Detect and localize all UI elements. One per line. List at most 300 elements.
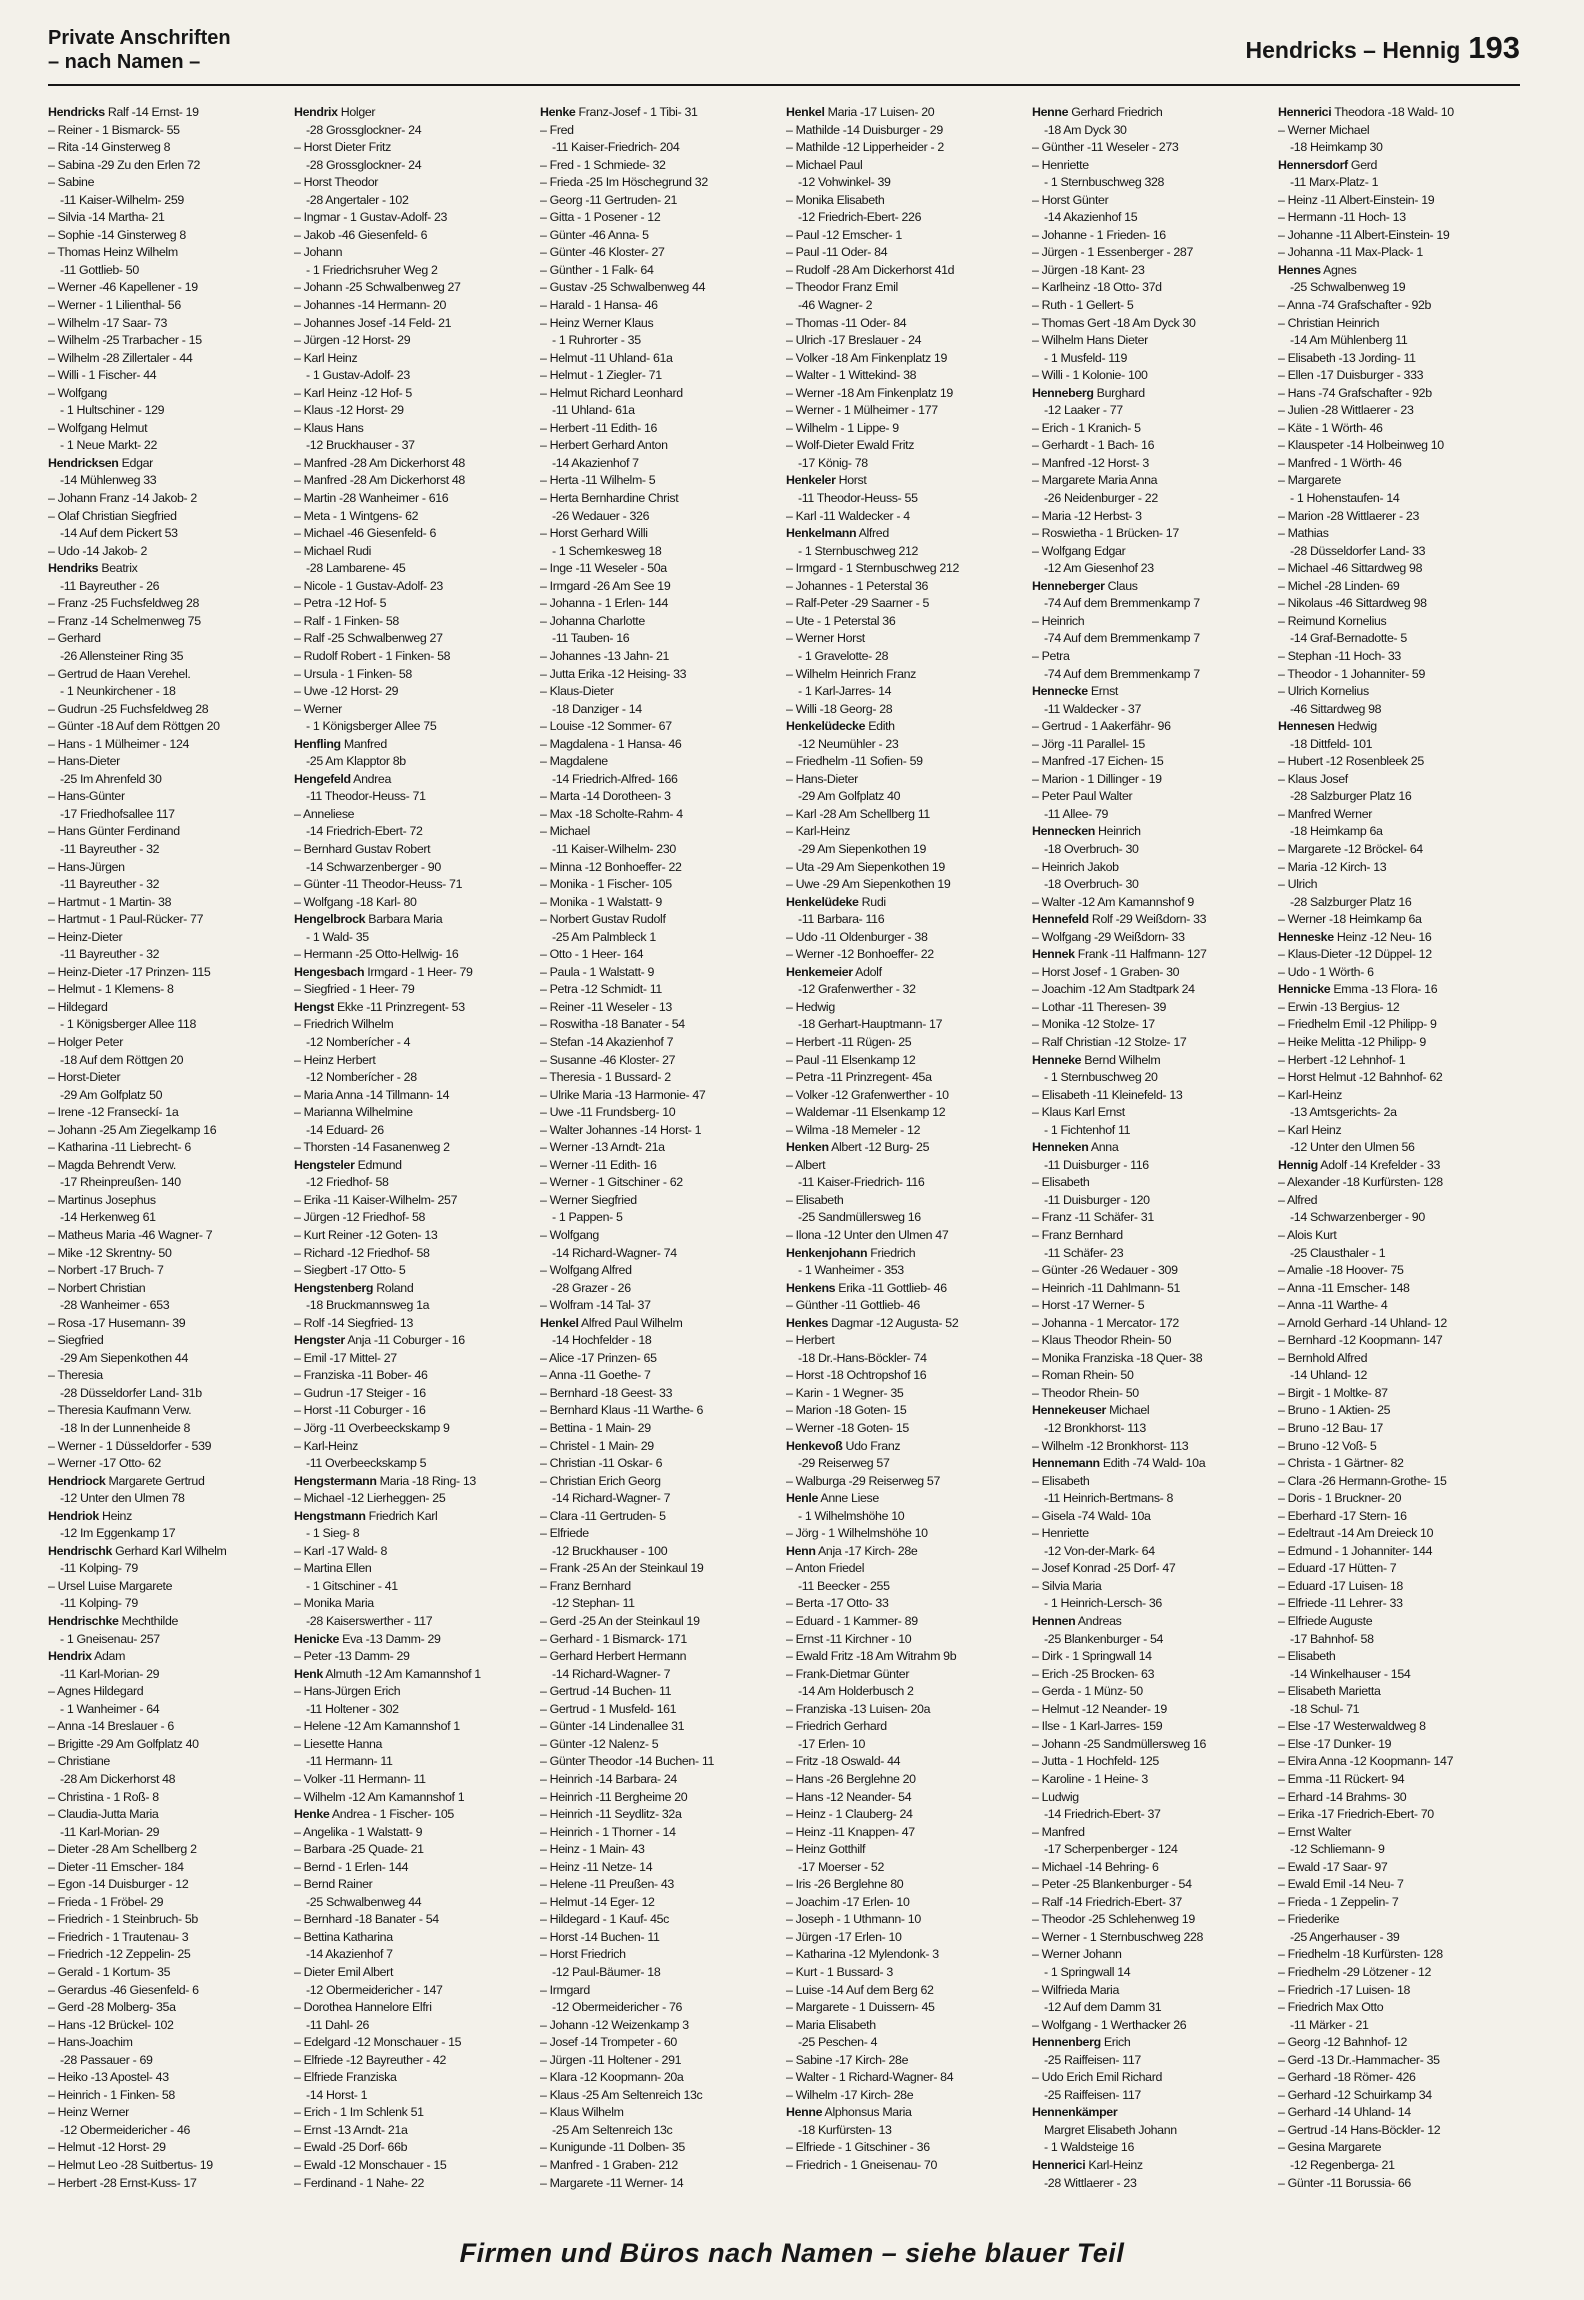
directory-entry: – Inge -11 Weseler - 50a [540, 561, 667, 576]
directory-entry: – Ute - 1 Peterstal 36 [786, 613, 896, 628]
directory-entry: – Johann [294, 245, 343, 260]
directory-entry: – Monika Elisabeth [786, 192, 885, 207]
directory-entry: – Ewald Emil -14 Neu- 7 [1278, 1877, 1404, 1892]
directory-entry: Hengstermann Maria -18 Ring- 13 [294, 1473, 476, 1488]
directory-entry: - 1 Fichtenhof 11 [1044, 1122, 1131, 1137]
directory-entry: Henkel Maria -17 Luisen- 20 [786, 105, 935, 119]
footer-note: Firmen und Büros nach Namen – siehe blauer Teil [459, 2238, 1125, 2268]
directory-entry: – Gertrud -14 Buchen- 11 [540, 1684, 672, 1699]
page-number: 193 [1468, 30, 1520, 65]
directory-entry: -11 Overbeeckskamp 5 [306, 1456, 427, 1471]
directory-entry: – Elfriede Franziska [294, 2070, 397, 2085]
directory-entry: – Herbert -11 Edith- 16 [540, 420, 658, 435]
directory-entry: – Karl Heinz [294, 350, 358, 365]
directory-entry: – Karoline - 1 Heine- 3 [1032, 1771, 1148, 1786]
directory-entry: -14 Akazienhof 7 [306, 1947, 393, 1962]
directory-entry: - 1 Springwall 14 [1044, 1964, 1131, 1979]
directory-entry: Hengstmann Friedrich Karl [294, 1508, 438, 1523]
directory-entry: – Karl Heinz -12 Hof- 5 [294, 385, 412, 400]
directory-entry: – Reimund Kornelius [1278, 613, 1387, 628]
directory-entry: – Klaus Wilhelm [540, 2105, 624, 2120]
directory-entry: – Michael -12 Lierheggen- 25 [294, 1491, 446, 1506]
directory-entry: – Georg -11 Gertruden- 21 [540, 192, 678, 207]
directory-entry: – Werner -18 Heimkamp 6a [1278, 912, 1422, 927]
directory-entry: -12 Vohwinkel- 39 [798, 175, 891, 190]
directory-entry: -17 Bahnhof- 58 [1290, 1631, 1374, 1646]
directory-entry: - 1 Sieg- 8 [306, 1526, 360, 1541]
directory-entry: -14 Herkenweg 61 [60, 1210, 156, 1225]
directory-entry: – Werner - 1 Mülheimer - 177 [786, 403, 938, 418]
directory-entry: Hendricks Ralf -14 Ernst- 19 [48, 105, 199, 119]
directory-entry: -11 Barbara- 116 [798, 912, 885, 927]
directory-entry: Hengsteler Edmund [294, 1157, 402, 1172]
directory-entry: Hendrischke Mechthilde [48, 1614, 179, 1629]
page-range [1246, 30, 1520, 66]
directory-entry: – Friedrich Max Otto [1278, 2000, 1384, 2015]
directory-entry: – Katharina -12 Mylendonk- 3 [786, 1947, 939, 1962]
directory-entry: – Manfred - 1 Graben- 212 [540, 2157, 678, 2172]
directory-entry: – Richard -12 Friedhof- 58 [294, 1245, 430, 1260]
directory-entry: – Mathilde -12 Lipperheider - 2 [786, 140, 944, 155]
directory-entry: – Günter -18 Auf dem Röttgen 20 [48, 719, 220, 734]
directory-entry: – Ernst Walter [1278, 1824, 1352, 1839]
directory-entry: -18 In der Lunnenheide 8 [60, 1421, 191, 1436]
directory-entry: – Elisabeth [1032, 1473, 1090, 1488]
directory-entry: -14 Hochfelder - 18 [552, 1333, 652, 1348]
directory-entry: -11 Holtener - 302 [306, 1701, 399, 1716]
directory-entry: – Friedrich Gerhard [786, 1719, 887, 1734]
directory-entry: – Dirk - 1 Springwall 14 [1032, 1649, 1152, 1664]
directory-entry: Hennen Andreas [1032, 1614, 1122, 1629]
directory-entry: – Lothar -11 Theresen- 39 [1032, 999, 1167, 1014]
directory-entry: -25 Peschen- 4 [798, 2035, 878, 2050]
directory-entry: – Rolf -14 Siegfried- 13 [294, 1315, 414, 1330]
directory-entry: – Wilhelm -17 Kirch- 28e [786, 2087, 914, 2102]
directory-entry: – Marion -18 Goten- 15 [786, 1403, 907, 1418]
directory-entry: – Wolfgang Helmut [48, 420, 148, 435]
directory-entry: – Karl -28 Am Schellberg 11 [786, 806, 930, 821]
directory-entry: – Heinz -11 Netze- 14 [540, 1859, 653, 1874]
directory-entry: – Bruno -12 Voß- 5 [1278, 1438, 1377, 1453]
directory-entry: – Marianna Wilhelmine [294, 1105, 413, 1120]
directory-entry: – Wolfgang Alfred [540, 1263, 632, 1278]
directory-entry: – Peter Paul Walter [1032, 789, 1133, 804]
directory-entry: -12 Unter den Ulmen 78 [60, 1491, 185, 1506]
directory-entry: – Hermann -25 Otto-Hellwig- 16 [294, 947, 459, 962]
directory-entry: – Günter -12 Nalenz- 5 [540, 1736, 659, 1751]
directory-entry: -18 Danziger - 14 [552, 701, 642, 716]
directory-entry: -18 Schul- 71 [1290, 1701, 1360, 1716]
directory-entry: – Johanna -11 Max-Plack- 1 [1278, 245, 1423, 260]
directory-entry: – Elisabeth [1278, 1649, 1336, 1664]
directory-entry: – Heinrich - 1 Finken- 58 [48, 2087, 175, 2102]
directory-entry: Henkemeier Adolf [786, 964, 882, 979]
directory-entry: – Joachim -12 Am Stadtpark 24 [1032, 982, 1195, 997]
directory-entry: – Anneliese [294, 806, 355, 821]
directory-entry: -17 Scherpenberger - 124 [1044, 1842, 1178, 1857]
directory-entry: Henkel Alfred Paul Wilhelm [540, 1315, 683, 1330]
directory-entry: – Paul -12 Emscher- 1 [786, 227, 902, 242]
directory-entry: Henkelüdecke Edith [786, 719, 895, 734]
directory-entry: – Theodor -25 Schlehenweg 19 [1032, 1912, 1195, 1927]
directory-entry: – Gerhard -14 Uhland- 14 [1278, 2105, 1411, 2120]
directory-entry: -12 Laaker - 77 [1044, 403, 1123, 418]
directory-entry: Margret Elisabeth Johann [1044, 2122, 1177, 2137]
directory-entry: – Stefan -14 Akazienhof 7 [540, 1034, 674, 1049]
directory-entry: – Katharina -11 Liebrecht- 6 [48, 1140, 191, 1155]
section-title [48, 26, 231, 74]
name-range: Hendricks – Hennig [1245, 37, 1461, 63]
directory-entry: – Werner -46 Kapellener - 19 [48, 280, 198, 295]
directory-entry: – Klaus -25 Am Seltenreich 13c [540, 2087, 703, 2102]
directory-entry: – Udo - 1 Wörth- 6 [1278, 964, 1374, 979]
directory-entry: -14 Schwarzenberger - 90 [1290, 1210, 1425, 1225]
directory-entry: -13 Amtsgerichts- 2a [1290, 1105, 1397, 1120]
directory-entry: - 1 Wanheimer - 64 [60, 1701, 160, 1716]
directory-entry: – Friedrich -12 Zeppelin- 25 [48, 1947, 191, 1962]
directory-entry: -29 Reiserweg 57 [798, 1456, 890, 1471]
directory-entry: – Ulrich -17 Breslauer - 24 [786, 333, 922, 348]
directory-entry: -17 Moerser - 52 [798, 1859, 884, 1874]
directory-entry: – Wilhelm - 1 Lippe- 9 [786, 420, 899, 435]
directory-entry: – Martin -28 Wanheimer - 616 [294, 491, 449, 506]
directory-entry: - 1 Gitschiner - 41 [306, 1578, 398, 1593]
directory-entry: -11 Heinrich-Bertmans- 8 [1044, 1491, 1174, 1506]
directory-entry: – Arnold Gerhard -14 Uhland- 12 [1278, 1315, 1447, 1330]
directory-entry: Henke Franz-Josef - 1 Tibi- 31 [540, 105, 698, 119]
directory-entry: – Klaus-Dieter [540, 684, 614, 699]
directory-entry: – Elfriede [540, 1526, 589, 1541]
directory-entry: – Petra -11 Prinzregent- 45a [786, 1070, 932, 1085]
directory-entry: -12 Am Giesenhof 23 [1044, 561, 1154, 576]
directory-entry: Hennesen Hedwig [1278, 719, 1377, 734]
directory-entry: – Erika -17 Friedrich-Ebert- 70 [1278, 1807, 1434, 1822]
directory-entry: -14 Friedrich-Ebert- 72 [306, 824, 423, 839]
directory-entry: – Hildegard [48, 999, 108, 1014]
directory-entry: -12 Unter den Ulmen 56 [1290, 1140, 1415, 1155]
directory-entry: – Elisabeth Marietta [1278, 1684, 1381, 1699]
directory-column-1 [48, 104, 284, 2229]
directory-entry: – Rosa -17 Husemann- 39 [48, 1315, 186, 1330]
directory-entry: – Gisela -74 Wald- 10a [1032, 1508, 1151, 1523]
directory-entry: – Amalie -18 Hoover- 75 [1278, 1263, 1404, 1278]
directory-entry: – Walter -12 Am Kamannshof 9 [1032, 894, 1194, 909]
directory-entry: – Paul -11 Elsenkamp 12 [786, 1052, 916, 1067]
directory-entry: – Monika -12 Stolze- 17 [1032, 1017, 1155, 1032]
directory-entry: – Helmut - 1 Klemens- 8 [48, 982, 174, 997]
directory-entry: – Heinz -11 Albert-Einstein- 19 [1278, 192, 1435, 207]
directory-entry: – Ulrike Maria -13 Harmonie- 47 [540, 1087, 706, 1102]
directory-entry: – Gerhard -12 Schuirkamp 34 [1278, 2087, 1432, 2102]
directory-entry: – Ellen -17 Duisburger - 333 [1278, 368, 1424, 383]
directory-entry: – Helmut -14 Eger- 12 [540, 1894, 655, 1909]
directory-entry: - 1 Friedrichsruher Weg 2 [306, 262, 438, 277]
directory-entry: – Jörg -11 Parallel- 15 [1032, 736, 1145, 751]
directory-entry: – Ralf-Peter -29 Saarner - 5 [786, 596, 930, 611]
directory-entry: -25 Am Klapptor 8b [306, 754, 406, 769]
directory-entry: -74 Auf dem Bremmenkamp 7 [1044, 666, 1200, 681]
directory-entry: – Gerald - 1 Kortum- 35 [48, 1964, 171, 1979]
page-header [48, 26, 1520, 82]
directory-entry: – Gerd -13 Dr.-Hammacher- 35 [1278, 2052, 1440, 2067]
directory-entry: -28 Düsseldorfer Land- 33 [1290, 543, 1426, 558]
directory-entry: -25 Am Palmbleck 1 [552, 929, 656, 944]
directory-entry: – Kurt Reiner -12 Goten- 13 [294, 1228, 438, 1242]
directory-entry: -11 Beecker - 255 [798, 1578, 890, 1593]
directory-entry: -12 Friedhof- 58 [306, 1175, 389, 1190]
directory-entry: – Elisabeth [1032, 1175, 1090, 1190]
directory-entry: Hengelbrock Barbara Maria [294, 912, 443, 927]
directory-entry: – Gerhard [48, 631, 101, 646]
directory-entry: – Jürgen -12 Friedhof- 58 [294, 1210, 426, 1225]
directory-entry: -11 Bayreuther - 32 [60, 877, 160, 892]
directory-entry: – Heinz Herbert [294, 1052, 376, 1067]
directory-entry: - 1 Gustav-Adolf- 23 [306, 368, 410, 383]
directory-entry: – Joseph - 1 Uthmann- 10 [786, 1912, 921, 1927]
directory-entry: – Hans Günter Ferdinand [48, 824, 180, 839]
directory-entry: – Gerhard Herbert Hermann [540, 1649, 687, 1664]
directory-entry: – Michael [540, 824, 590, 839]
directory-entry: – Thorsten -14 Fasanenweg 2 [294, 1140, 450, 1155]
directory-entry: – Julien -28 Wittlaerer - 23 [1278, 403, 1414, 418]
directory-entry: – Johanna Charlotte [540, 613, 645, 628]
directory-entry: – Johann -25 Sandmüllersweg 16 [1032, 1736, 1207, 1751]
directory-entry: Hennek Frank -11 Halfmann- 127 [1032, 947, 1207, 962]
directory-entry: Hengesbach Irmgard - 1 Heer- 79 [294, 964, 473, 979]
directory-entry: -25 Im Ahrenfeld 30 [60, 771, 162, 786]
directory-entry: – Franz Bernhard [1032, 1228, 1123, 1242]
directory-entry: – Elfriede Auguste [1278, 1614, 1373, 1629]
directory-entry: – Paula - 1 Walstatt- 9 [540, 964, 655, 979]
directory-entry: – Horst Helmut -12 Bahnhof- 62 [1278, 1070, 1443, 1085]
directory-entry: – Henriette [1032, 1526, 1089, 1541]
directory-entry: – Bruno -12 Bau- 17 [1278, 1421, 1383, 1436]
directory-entry: – Manfred -28 Am Dickerhorst 48 [294, 473, 465, 488]
directory-entry: -12 Obermeidericher - 46 [60, 2122, 191, 2137]
directory-entry: – Horst -14 Buchen- 11 [540, 1929, 660, 1944]
directory-entry: – Johannes -14 Hermann- 20 [294, 298, 447, 313]
directory-entry: – Werner -18 Goten- 15 [786, 1421, 909, 1436]
directory-entry: – Karl Heinz [1278, 1122, 1342, 1137]
directory-entry: – Horst Günter [1032, 192, 1109, 207]
directory-entry: – Ilona -12 Unter den Ulmen 47 [786, 1228, 949, 1242]
directory-entry: – Horst Josef - 1 Graben- 30 [1032, 964, 1180, 979]
directory-entry: -12 Schliemann- 9 [1290, 1842, 1385, 1857]
directory-entry: -14 Uhland- 12 [1290, 1368, 1368, 1383]
directory-entry: -18 Dittfeld- 101 [1290, 736, 1373, 751]
directory-entry: Henkelmann Alfred [786, 526, 889, 541]
directory-entry: – Eberhard -17 Stern- 16 [1278, 1508, 1407, 1523]
directory-entry: – Wilhelm Hans Dieter [1032, 333, 1148, 348]
directory-entry: – Margarete Maria Anna [1032, 473, 1158, 488]
directory-entry: – Heinz Werner [48, 2105, 129, 2120]
directory-entry: – Irmgard [540, 1982, 590, 1997]
directory-entry: -11 Marx-Platz- 1 [1290, 175, 1379, 190]
directory-entry: – Helene -11 Preußen- 43 [540, 1877, 674, 1892]
directory-entry: – Johannes -13 Jahn- 21 [540, 648, 670, 663]
directory-entry: – Friedhelm -29 Lötzener - 12 [1278, 1964, 1432, 1979]
directory-entry: – Gertrud - 1 Musfeld- 161 [540, 1701, 677, 1716]
directory-entry: – Werner -18 Am Finkenplatz 19 [786, 385, 953, 400]
directory-entry: -11 Karl-Morian- 29 [60, 1666, 160, 1681]
directory-entry: – Günther -11 Gottlieb- 46 [786, 1298, 920, 1313]
directory-entry: Henicke Eva -13 Damm- 29 [294, 1631, 441, 1646]
directory-entry: – Luise -14 Auf dem Berg 62 [786, 1982, 934, 1997]
directory-entry: -11 Bayreuther - 32 [60, 947, 160, 962]
directory-entry: – Michael -46 Giesenfeld- 6 [294, 526, 437, 541]
directory-entry: – Edmund - 1 Johanniter- 144 [1278, 1543, 1433, 1558]
directory-column-3 [540, 104, 776, 2229]
directory-entry: -18 Dr.-Hans-Böckler- 74 [798, 1350, 927, 1365]
directory-entry: – Petra [1032, 648, 1070, 663]
directory-entry: – Alfred [1278, 1192, 1318, 1207]
directory-entry: – Siegfried - 1 Heer- 79 [294, 982, 415, 997]
directory-entry: -12 Neumühler - 23 [798, 736, 899, 751]
directory-entry: – Reiner -11 Weseler - 13 [540, 999, 672, 1014]
directory-entry: – Silvia -14 Martha- 21 [48, 210, 165, 225]
directory-entry: – Horst -17 Werner- 5 [1032, 1298, 1145, 1313]
directory-entry: – Peter -25 Blankenburger - 54 [1032, 1877, 1192, 1892]
directory-entry: – Anton Friedel [786, 1561, 865, 1576]
directory-entry: – Heinrich - 1 Thorner - 14 [540, 1824, 676, 1839]
directory-entry: - 1 Pappen- 5 [552, 1210, 623, 1225]
directory-entry: -25 Schwalbenweg 19 [1290, 280, 1406, 295]
directory-entry: – Ulrich Kornelius [1278, 684, 1369, 699]
directory-entry: Hendrix Adam [48, 1649, 126, 1664]
directory-entry: -28 Am Dickerhorst 48 [60, 1771, 176, 1786]
directory-entry: – Herta -11 Wilhelm- 5 [540, 473, 656, 488]
directory-entry: -26 Neidenburger - 22 [1044, 491, 1158, 506]
directory-entry: Henle Anne Liese [786, 1491, 879, 1506]
directory-entry: -46 Wagner- 2 [798, 298, 873, 313]
directory-entry: – Gerhard - 1 Bismarck- 171 [540, 1631, 687, 1646]
directory-entry: – Berta -17 Otto- 33 [786, 1596, 889, 1611]
directory-entry: – Manfred Werner [1278, 806, 1373, 821]
directory-entry: -11 Karl-Morian- 29 [60, 1824, 160, 1839]
directory-entry: – Maria Anna -14 Tillmann- 14 [294, 1087, 450, 1102]
directory-entry: – Herbert -12 Lehnhof- 1 [1278, 1052, 1406, 1067]
directory-entry: – Thomas -11 Oder- 84 [786, 315, 907, 330]
directory-entry: -28 Lambarene- 45 [306, 561, 406, 576]
directory-entry: – Helmut -12 Neander- 19 [1032, 1701, 1167, 1716]
directory-entry: – Horst -11 Coburger - 16 [294, 1403, 426, 1418]
directory-entry: Henneberg Burghard [1032, 385, 1145, 400]
directory-entry: – Werner -12 Bonhoeffer- 22 [786, 947, 934, 962]
directory-entry: Hennecke Ernst [1032, 684, 1119, 699]
directory-entry: -74 Auf dem Bremmenkamp 7 [1044, 631, 1200, 646]
directory-entry: – Alois Kurt [1278, 1228, 1337, 1242]
directory-entry: – Herbert Gerhard Anton [540, 438, 668, 453]
directory-entry: -11 Bayreuther - 32 [60, 841, 160, 856]
directory-column-2 [294, 104, 530, 2229]
directory-entry: – Thomas Heinz Wilhelm [48, 245, 178, 260]
directory-entry: -11 Theodor-Heuss- 71 [306, 789, 426, 804]
directory-entry: - 1 Königsberger Allee 118 [60, 1017, 197, 1032]
directory-entry: – Theresia [48, 1368, 103, 1383]
directory-entry: – Dieter -11 Emscher- 184 [48, 1859, 184, 1874]
directory-entry: -11 Bayreuther - 26 [60, 578, 160, 593]
directory-entry: – Michael -14 Behring- 6 [1032, 1859, 1159, 1874]
directory-entry: – Uwe -12 Horst- 29 [294, 684, 399, 699]
directory-entry: – Heike Melitta -12 Philipp- 9 [1278, 1034, 1426, 1049]
directory-entry: – Eduard -17 Hütten- 7 [1278, 1561, 1397, 1576]
directory-entry: – Christel - 1 Main- 29 [540, 1438, 654, 1453]
directory-entry: Henke Andrea - 1 Fischer- 105 [294, 1807, 454, 1822]
directory-entry: -28 Wanheimer - 653 [60, 1298, 170, 1313]
directory-entry: - 1 Gravelotte- 28 [798, 648, 889, 663]
directory-entry: – Ralf Christian -12 Stolze- 17 [1032, 1034, 1187, 1049]
directory-entry: -11 Waldecker - 37 [1044, 701, 1141, 716]
directory-entry: -14 Schwarzenberger - 90 [306, 859, 441, 874]
directory-entry: Hengstenberg Roland [294, 1280, 414, 1295]
directory-entry: -25 Angerhauser - 39 [1290, 1929, 1400, 1944]
directory-entry: – Eduard -17 Luisen- 18 [1278, 1578, 1403, 1593]
directory-entry: - 1 Wilhelmshöhe 10 [798, 1508, 905, 1523]
directory-entry: Hennecken Heinrich [1032, 824, 1141, 839]
directory-entry: – Norbert Gustav Rudolf [540, 912, 666, 927]
directory-entry: Hennenkämper [1032, 2105, 1118, 2120]
directory-entry: – Uta -29 Am Siepenkothen 19 [786, 859, 945, 874]
directory-entry: – Hans-Dieter [786, 771, 858, 786]
directory-entry: -28 Passauer - 69 [60, 2052, 153, 2067]
directory-entry: – Dieter -28 Am Schellberg 2 [48, 1842, 197, 1857]
directory-entry: -17 König- 78 [798, 455, 868, 470]
directory-entry: Hennekeuser Michael [1032, 1403, 1150, 1418]
directory-entry: – Helmut -11 Uhland- 61a [540, 350, 673, 365]
directory-entry: – Harald - 1 Hansa- 46 [540, 298, 658, 313]
directory-entry: – Jürgen -17 Erlen- 10 [786, 1929, 902, 1944]
directory-entry: – Werner - 1 Düsseldorfer - 539 [48, 1438, 212, 1453]
directory-entry: – Hartmut - 1 Martin- 38 [48, 894, 172, 909]
directory-entry: – Erich -25 Brocken- 63 [1032, 1666, 1155, 1681]
directory-entry: – Horst Theodor [294, 175, 379, 190]
directory-entry: – Doris - 1 Bruckner- 20 [1278, 1491, 1402, 1506]
directory-entry: -14 Winkelhauser - 154 [1290, 1666, 1411, 1681]
directory-entry: – Heinrich -11 Bergheime 20 [540, 1789, 688, 1804]
directory-entry: – Werner -13 Arndt- 21a [540, 1140, 665, 1155]
directory-entry: – Karl -17 Wald- 8 [294, 1543, 388, 1558]
directory-entry: – Ursula - 1 Finken- 58 [294, 666, 412, 681]
directory-entry: – Johannes - 1 Peterstal 36 [786, 578, 929, 593]
directory-entry: – Johanna - 1 Mercator- 172 [1032, 1315, 1179, 1330]
directory-entry: – Ralf -25 Schwalbenweg 27 [294, 631, 443, 646]
directory-entry: – Bernhard Gustav Robert [294, 841, 431, 856]
directory-entry: -12 Paul-Bäumer- 18 [552, 1964, 661, 1979]
directory-entry: Henn Anja -17 Kirch- 28e [786, 1543, 918, 1558]
directory-entry: – Wilfrieda Maria [1032, 1982, 1120, 1997]
directory-entry: - 1 Hultschiner - 129 [60, 403, 165, 418]
directory-entry: -74 Auf dem Bremmenkamp 7 [1044, 596, 1200, 611]
directory-entry: Hendrischk Gerhard Karl Wilhelm [48, 1543, 227, 1558]
directory-entry: -18 Heimkamp 30 [1290, 140, 1383, 155]
directory-entry: – Rita -14 Ginsterweg 8 [48, 140, 171, 155]
directory-entry: -14 Auf dem Pickert 53 [60, 526, 178, 541]
directory-entry: – Hans-Günter [48, 789, 125, 804]
directory-entry: -14 Am Mühlenberg 11 [1290, 333, 1408, 348]
directory-entry: – Emil -17 Mittel- 27 [294, 1350, 397, 1365]
directory-entry: Hennicke Emma -13 Flora- 16 [1278, 982, 1438, 997]
directory-entry: – Jörg - 1 Wilhelmshöhe 10 [786, 1526, 928, 1541]
directory-entry: -14 Akazienhof 15 [1044, 210, 1138, 225]
directory-entry: – Klaus Theodor Rhein- 50 [1032, 1333, 1172, 1348]
directory-entry: – Margarete -11 Werner- 14 [540, 2175, 684, 2190]
directory-entry: – Matheus Maria -46 Wagner- 7 [48, 1228, 213, 1242]
directory-entry: – Uwe -29 Am Siepenkothen 19 [786, 877, 951, 892]
directory-entry: -28 Kaiserswerther - 117 [306, 1614, 433, 1629]
directory-entry: - 1 Neue Markt- 22 [60, 438, 157, 453]
directory-entry: – Sophie -14 Ginsterweg 8 [48, 227, 186, 242]
directory-entry: – Magda Behrendt Verw. [48, 1157, 176, 1172]
